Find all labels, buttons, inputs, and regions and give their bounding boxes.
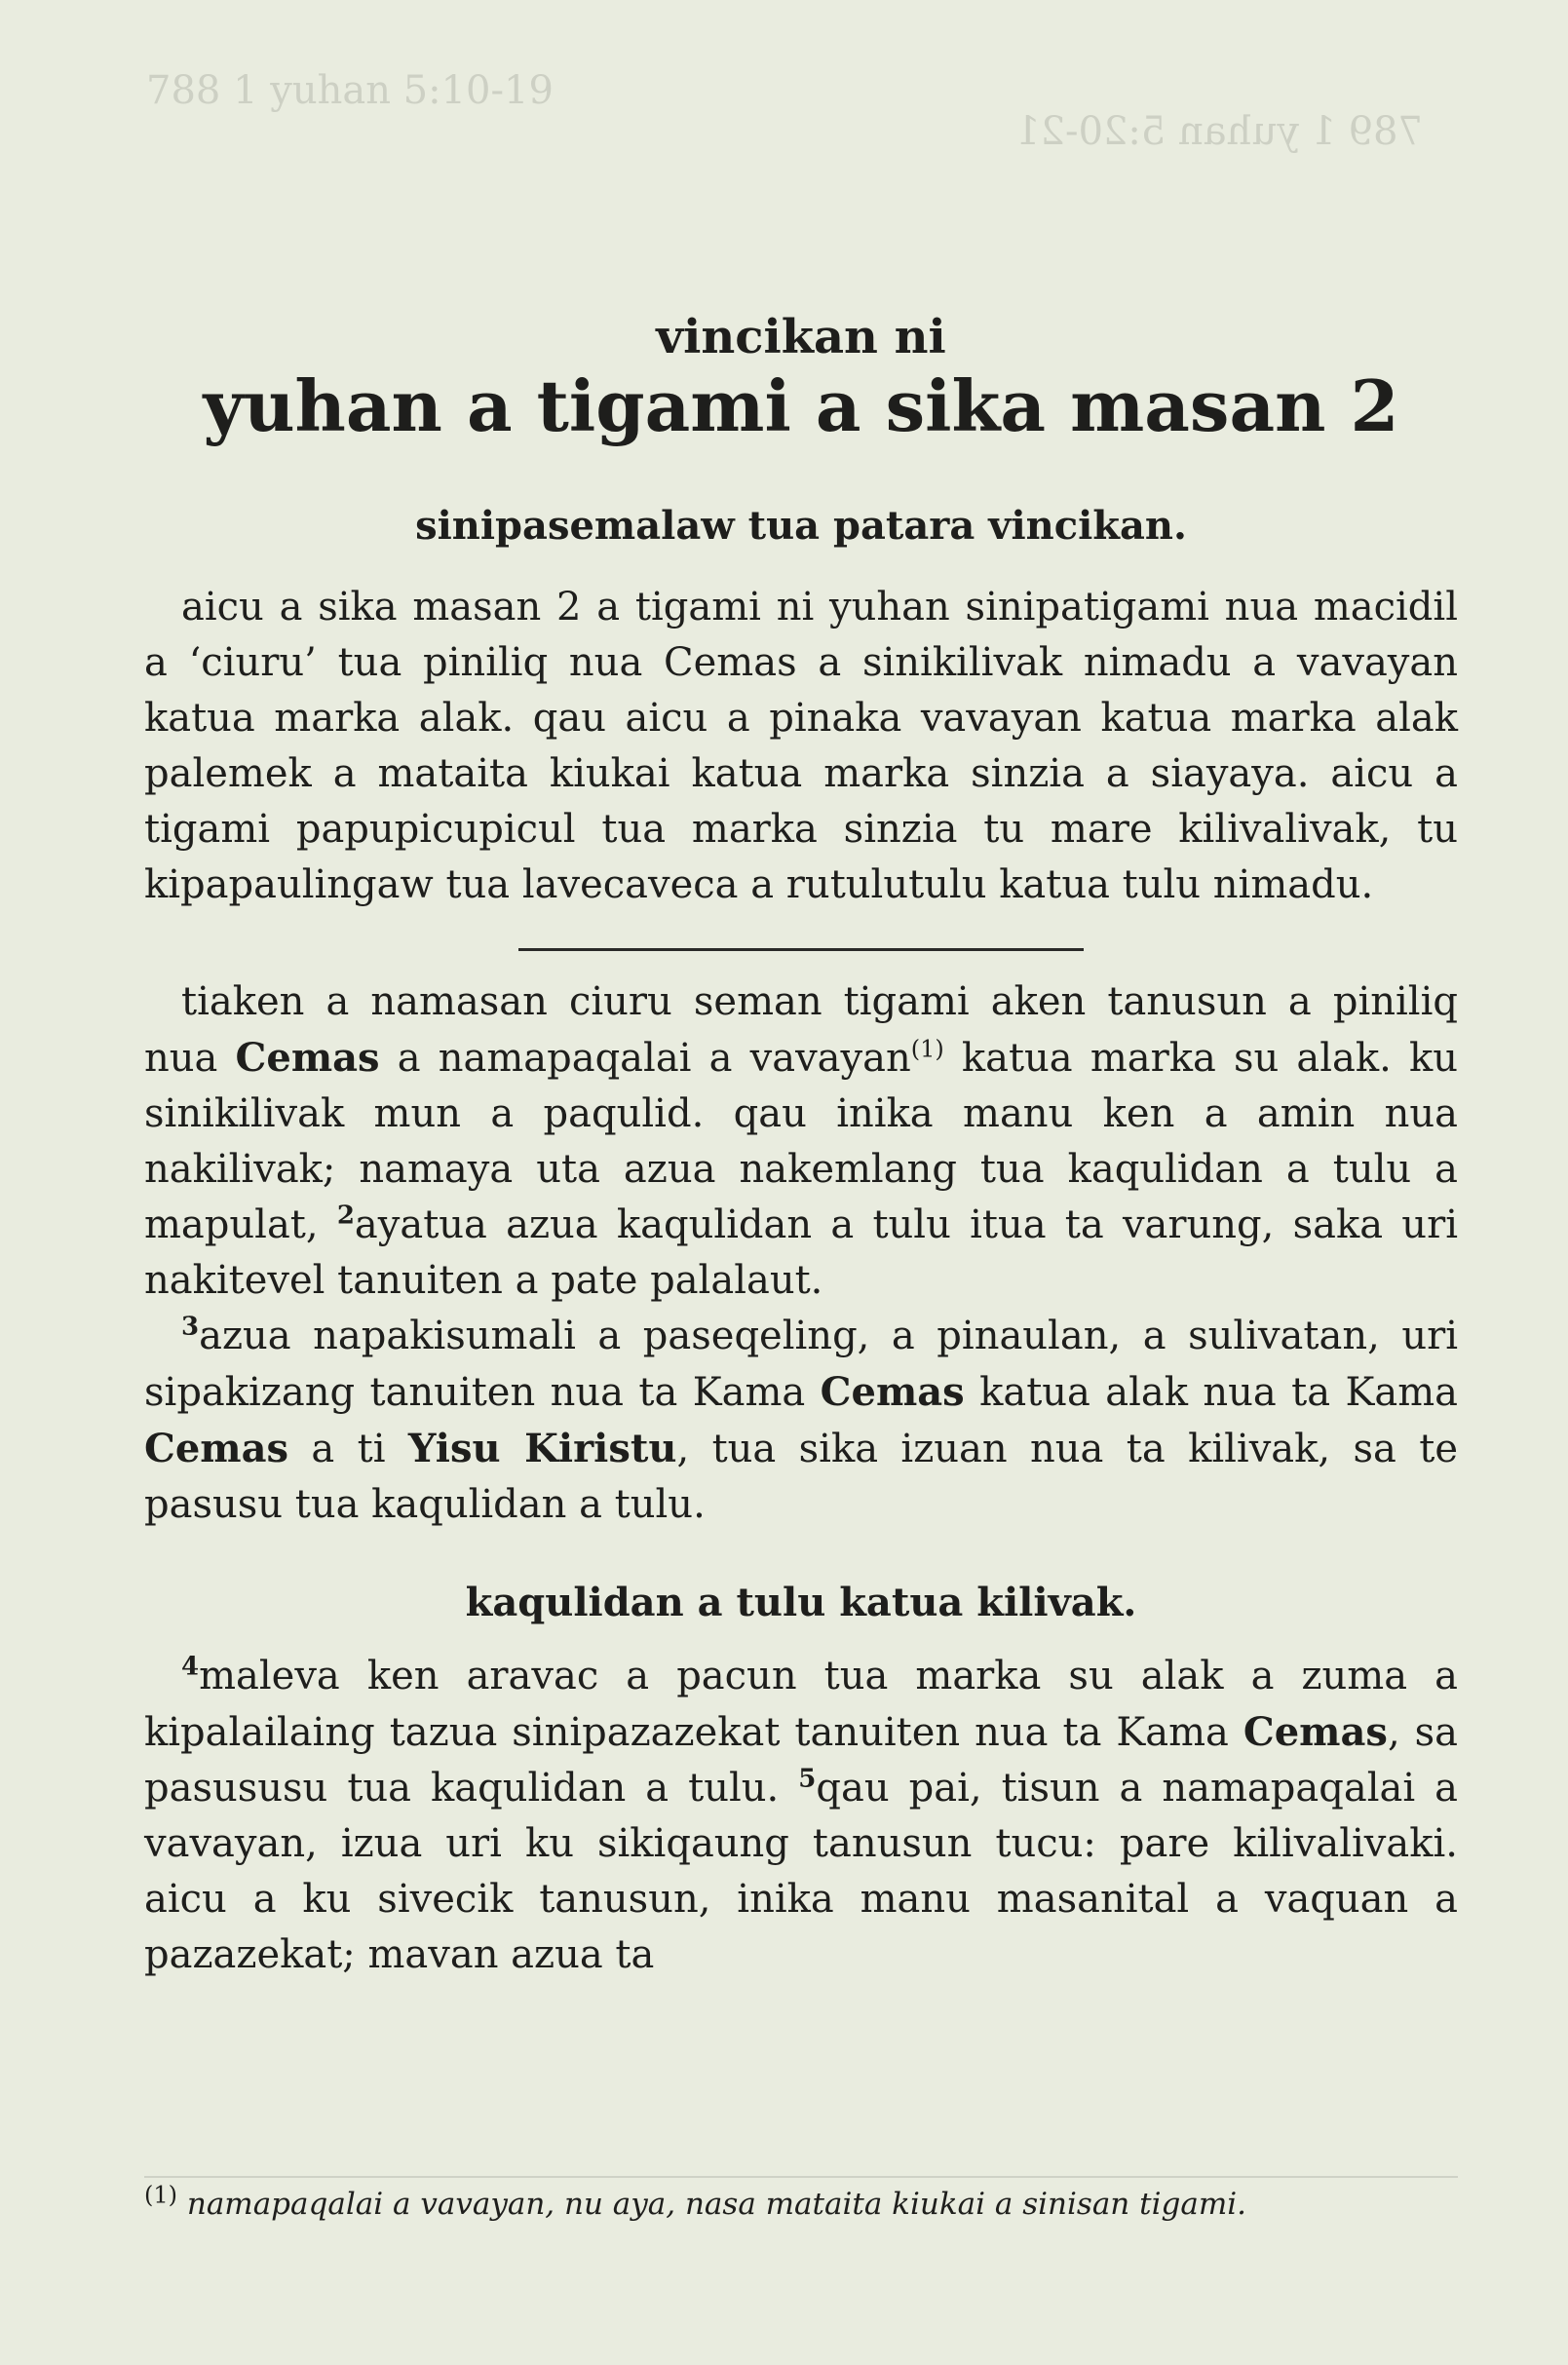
footnote-reference[interactable]: (1): [910, 1035, 944, 1063]
section-heading: kaqulidan a tulu katua kilivak.: [465, 1579, 1137, 1625]
verse-number: 3: [181, 1312, 200, 1342]
name-cemas: Cemas: [235, 1034, 380, 1081]
text-run: tiaken a namasan ciuru seman tigami aken tanusun a piniliq nua: [144, 978, 1458, 1081]
page-content: [144, 312, 1458, 1983]
bleed-through-header-mirrored: 789 1 yuhan 5:20-21: [1015, 109, 1423, 154]
text-run: ayatua azua kaqulidan a tulu itua ta varung, saka uri nakitevel tanuiten a pate palalaut.: [144, 1202, 1458, 1303]
intro-heading: sinipasemalaw tua patara vincikan.: [415, 502, 1187, 549]
text-run: katua alak nua ta Kama: [964, 1369, 1459, 1415]
text-run: , sa pasususu tua kaqulidan a tulu.: [144, 1709, 1459, 1811]
verse-paragraph-1: [144, 974, 1458, 1309]
book-kicker: vincikan ni: [656, 310, 946, 364]
footnote-mark: (1): [144, 2181, 177, 2209]
text-run: azua napakisumali a paseqeling, a pinaulan, a sulivatan, uri sipakizang tanuiten nua ta Kama: [144, 1313, 1458, 1415]
verse-paragraph-3: [144, 1649, 1458, 1983]
section-divider: [518, 948, 1084, 951]
footnote: [144, 2183, 1458, 2226]
text-run: qau pai, tisun a namapaqalai a vavayan, izua uri ku sikiqaung tanusun tucu: pare kilivalivaki. aicu a ku sivecik tanusun, inika manu masanital a vaquan a pazazekat; mavan azua ta: [144, 1765, 1458, 1977]
text-run: a namapaqalai a vavayan: [379, 1035, 911, 1081]
name-cemas: Cemas: [820, 1368, 965, 1415]
intro-paragraph: aicu a sika masan 2 a tigami ni yuhan sinipatigami nua macidil a ‘ciuru’ tua piniliq nua Cemas a sinikilivak nimadu a vavayan katua marka alak. qau aicu a pinaka vavayan katua marka alak palemek a mataita kiukai katua marka sinzia a siayaya. aicu a tigami papupicupicul tua marka sinzia tu mare kilivalivak, tu kipapaulingaw tua lavecaveca a rutulutulu katua tulu nimadu.: [144, 584, 1458, 907]
text-run: a ti: [288, 1426, 408, 1471]
text-run: , tua sika izuan nua ta kilivak, sa te pasusu tua kaqulidan a tulu.: [144, 1426, 1458, 1527]
verse-paragraph-2: [144, 1309, 1458, 1533]
text-run: maleva ken aravac a pacun tua marka su alak a zuma a kipalailaing tazua sinipazazekat tanuiten nua ta Kama: [144, 1653, 1458, 1755]
book-title: yuhan a tigami a sika masan 2: [203, 363, 1399, 447]
verse-number: 5: [798, 1764, 817, 1794]
footnote-divider: [144, 2176, 1458, 2178]
name-yisu-kiristu: Yisu Kiristu: [407, 1425, 677, 1471]
text-run: katua marka su alak. ku sinikilivak mun a paqulid. qau inika manu ken a amin nua nakilivak; namaya uta azua nakemlang tua kaqulidan a tulu a mapulat,: [144, 1035, 1458, 1247]
name-cemas: Cemas: [1243, 1708, 1388, 1755]
footnote-text: namapaqalai a vavayan, nu aya, nasa mataita kiukai a sinisan tigami.: [177, 2187, 1246, 2222]
bleed-through-header: 788 1 yuhan 5:10-19: [146, 68, 554, 113]
verse-number: 2: [336, 1201, 355, 1231]
name-cemas: Cemas: [144, 1425, 289, 1471]
verse-number: 4: [181, 1652, 200, 1682]
